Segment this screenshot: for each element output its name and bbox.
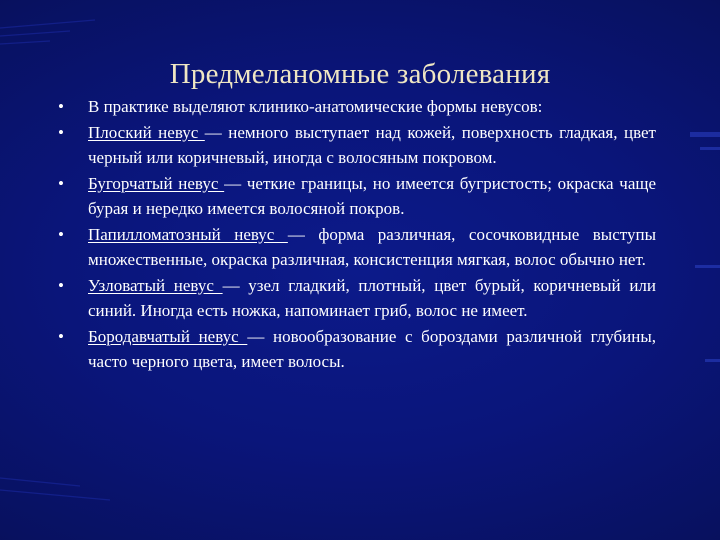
bullet-marker: •: [58, 122, 64, 142]
bullet-marker: •: [58, 97, 64, 116]
item-text: — немного выступает над кожей, поверхность гладкая, цвет черный или коричневый, иногда с волосяным покровом.: [88, 122, 656, 167]
list-item: [58, 273, 656, 324]
list-item: [58, 94, 656, 120]
slide-title: Предмеланомные заболевания: [169, 58, 551, 90]
decorative-dashes-right: [690, 132, 720, 362]
bullet-list: [58, 94, 656, 375]
list-item: [58, 222, 656, 273]
bullet-marker: •: [58, 326, 64, 346]
bullet-marker: •: [58, 173, 64, 193]
list-item: [58, 120, 656, 171]
item-text: В практике выделяют клинико-анатомические формы невусов:: [88, 97, 543, 116]
item-text: — форма различная, сосочковидные выступы множественные, окраска различная, консистенция мягкая, волос обычно нет.: [88, 224, 656, 269]
list-item: [58, 324, 656, 375]
item-term: Бородавчатый невус: [88, 326, 248, 346]
item-term: Узловатый невус: [88, 275, 223, 295]
bullet-marker: •: [58, 224, 64, 244]
list-item: [58, 171, 656, 222]
item-term: Бугорчатый невус: [88, 173, 225, 193]
item-text: — новообразование с бороздами различной глубины, часто черного цвета, имеет волосы.: [88, 326, 656, 371]
item-text: — узел гладкий, плотный, цвет бурый, коричневый или синий. Иногда есть ножка, напоминает гриб, волос не имеет.: [88, 275, 656, 320]
item-term: Плоский невус: [88, 122, 205, 142]
item-term: Папилломатозный невус: [88, 224, 288, 244]
bullet-marker: •: [58, 275, 64, 295]
item-text: — четкие границы, но имеется бугристость; окраска чаще бурая и нередко имеется волосяной покров.: [88, 173, 657, 218]
